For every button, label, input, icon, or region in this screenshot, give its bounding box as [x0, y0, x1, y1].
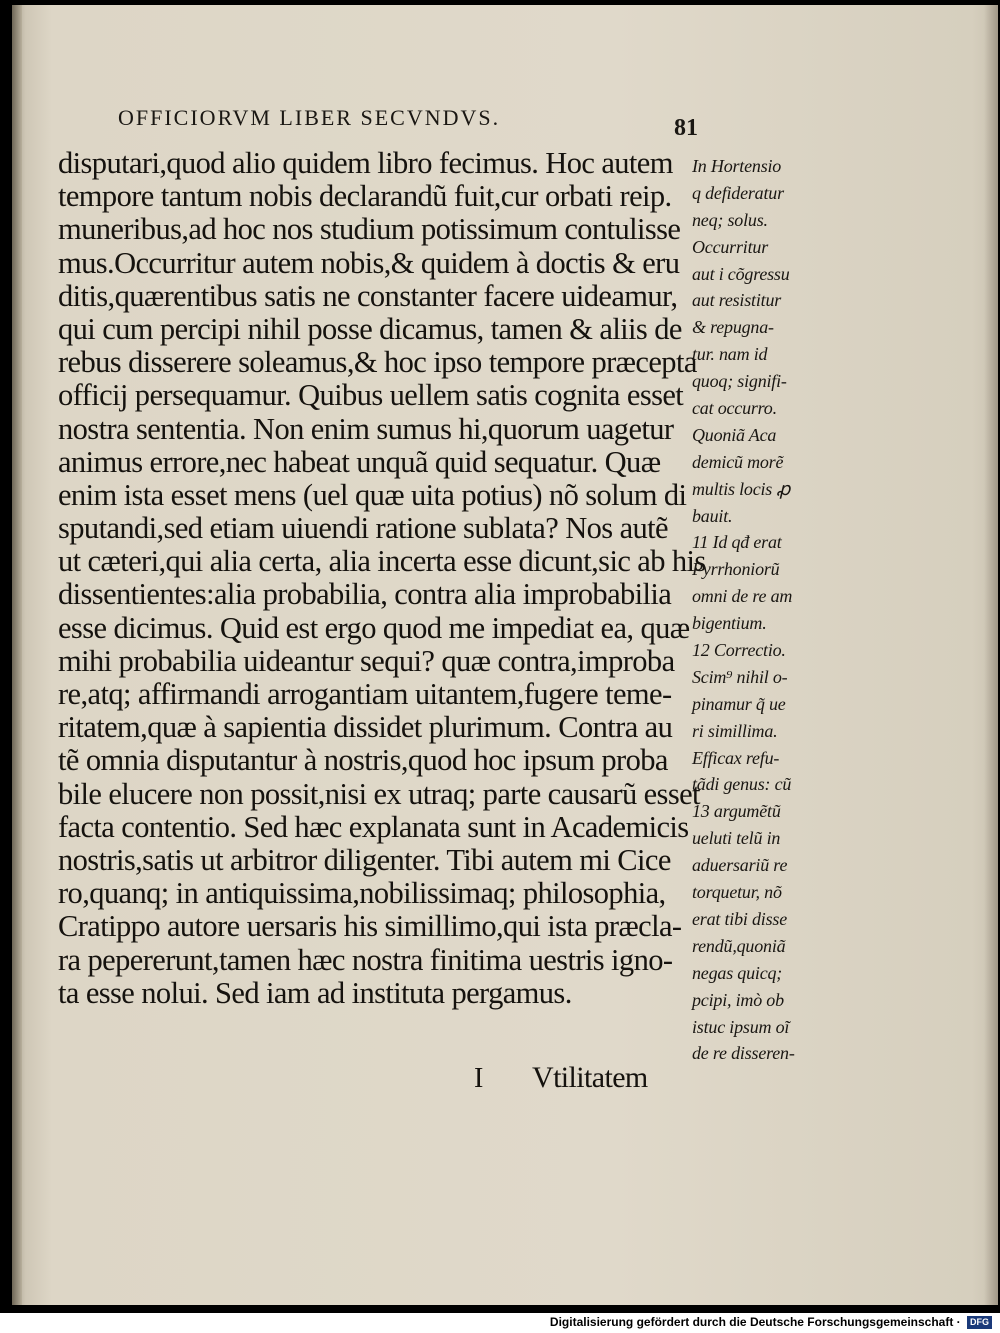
- folio-number: 81: [674, 115, 698, 141]
- text-line: esse dicimus. Quid est ergo quod me impediat ea, quæ: [58, 610, 690, 645]
- margin-note-line: rendũ,quoniã: [692, 935, 786, 956]
- digitization-footer: [0, 1313, 1000, 1333]
- text-line: ra pepererunt,tamen hæc nostra finitima uestris igno-: [58, 942, 673, 977]
- book-page: [12, 5, 998, 1305]
- text-line: muneribus,ad hoc nos studium potissimum contulisse: [58, 212, 681, 247]
- margin-note-line: Scim⁹ nihil o-: [692, 666, 788, 687]
- margin-note-line: istuc ipsum oĩ: [692, 1016, 790, 1037]
- text-line: nostra sententia. Non enim sumus hi,quorum uagetur: [58, 411, 674, 446]
- running-title: OFFICIORVM LIBER SECVNDVS.: [118, 105, 501, 130]
- text-line: qui cum percipi nihil posse dicamus, tamen & aliis de: [58, 311, 682, 346]
- margin-note-line: negas quicq;: [692, 962, 783, 983]
- text-line: ritatem,quæ à sapientia dissidet plurimum. Contra au: [58, 710, 673, 745]
- text-line: disputari,quod alio quidem libro fecimus. Hoc autem: [58, 146, 673, 180]
- text-line: re,atq; affirmandi arrogantiam uitantem,fugere teme-: [58, 677, 672, 711]
- text-line: tẽ omnia disputantur à nostris,quod hoc ipsum proba: [58, 743, 668, 778]
- text-line: sputandi,sed etiam uiuendi ratione sublata? Nos autẽ: [58, 511, 668, 546]
- text-line: ut cæteri,qui alia certa, alia incerta esse dicunt,sic ab his: [58, 544, 706, 579]
- text-line: Cratippo autore uersaris his simillimo,qui ista præcla-: [58, 909, 682, 944]
- page-edge-shadow: [984, 5, 998, 1305]
- text-line: animus errore,nec habeat unquã quid sequatur. Quæ: [58, 444, 661, 479]
- text-line: ro,quanq; in antiquissima,nobilissimaq; philosophia,: [58, 876, 666, 911]
- margin-note-line: aut resistitur: [692, 290, 782, 311]
- margin-note-line: ri simillima.: [692, 720, 778, 741]
- margin-note-line: torquetur, nõ: [692, 882, 782, 903]
- footer-credit-text: Digitalisierung gefördert durch die Deutsche Forschungsgemeinschaft ·: [549, 1315, 961, 1329]
- margin-note-line: 12 Correctio.: [692, 640, 786, 661]
- margin-note-line: q defideratur: [692, 182, 784, 203]
- margin-note-line: Quoniã Aca: [692, 424, 777, 445]
- margin-note-line: bauit.: [692, 505, 733, 526]
- page-gutter-shadow: [12, 5, 22, 1305]
- margin-note-line: In Hortensio: [692, 156, 782, 176]
- marginal-notes: [692, 153, 832, 1067]
- margin-note-line: quoq; signifi-: [692, 371, 787, 392]
- margin-note-line: demicũ morẽ: [692, 451, 784, 472]
- margin-note-line: tãdi genus: cũ: [692, 774, 792, 795]
- text-line: ta esse nolui. Sed iam ad instituta pergamus.: [58, 975, 572, 1010]
- margin-note-line: Occurritur: [692, 236, 768, 257]
- margin-note-line: pcipi, imò ob: [692, 989, 784, 1010]
- text-line: dissentientes:alia probabilia, contra alia improbabilia: [58, 577, 672, 612]
- margin-note-line: 11 Id qđ erat: [692, 532, 782, 553]
- margin-note-line: de re disseren-: [692, 1043, 795, 1064]
- margin-note-line: cat occurro.: [692, 398, 777, 419]
- dfg-logo: DFG: [967, 1316, 992, 1329]
- signature-mark: I: [474, 1063, 484, 1094]
- margin-note-line: & repugna-: [692, 317, 774, 338]
- margin-note-line: bigentium.: [692, 613, 767, 634]
- margin-note-line: tur. nam id: [692, 344, 768, 365]
- text-line: ditis,quærentibus satis ne constanter facere uideamur,: [58, 278, 678, 313]
- margin-note-line: multis locis ꝓ: [692, 478, 791, 499]
- text-line: rebus disserere soleamus,& hoc ipso tempore præcepta: [58, 345, 697, 380]
- margin-note-line: aut i cõgressu: [692, 263, 790, 284]
- text-line: facta contentio. Sed hæc explanata sunt in Academicis: [58, 809, 689, 844]
- margin-note-line: Efficax refu-: [692, 747, 780, 768]
- text-line: enim ista esset mens (uel quæ uita potius) nõ solum di: [58, 477, 687, 512]
- text-line: mihi probabilia uideantur sequi? quæ contra,improba: [58, 643, 675, 678]
- margin-note-line: pinamur q̃ ue: [692, 693, 786, 714]
- margin-note-line: ueluti telũ in: [692, 828, 781, 849]
- main-text-block: [58, 146, 706, 1010]
- text-line: bile elucere non possit,nisi ex utraq; parte causarũ esset: [58, 776, 700, 811]
- text-line: nostris,satis ut arbitror diligenter. Tibi autem mi Cice: [58, 842, 671, 877]
- text-line: mus.Occurritur autem nobis,& quidem à doctis & eru: [58, 245, 680, 280]
- margin-note-line: 13 argumẽtũ: [692, 801, 781, 822]
- footer-credit: [550, 1315, 992, 1329]
- margin-note-line: omni de re am: [692, 586, 793, 607]
- text-line: officij persequamur. Quibus uellem satis cognita esset: [58, 378, 684, 413]
- catchword: Vtilitatem: [532, 1061, 648, 1094]
- text-line: tempore tantum nobis declarandũ fuit,cur orbati reip.: [58, 179, 672, 214]
- margin-note-line: aduersariũ re: [692, 855, 788, 876]
- margin-note-line: erat tibi disse: [692, 908, 787, 929]
- margin-note-line: Pyrrhoniorũ: [692, 559, 780, 580]
- margin-note-line: neq; solus.: [692, 209, 768, 230]
